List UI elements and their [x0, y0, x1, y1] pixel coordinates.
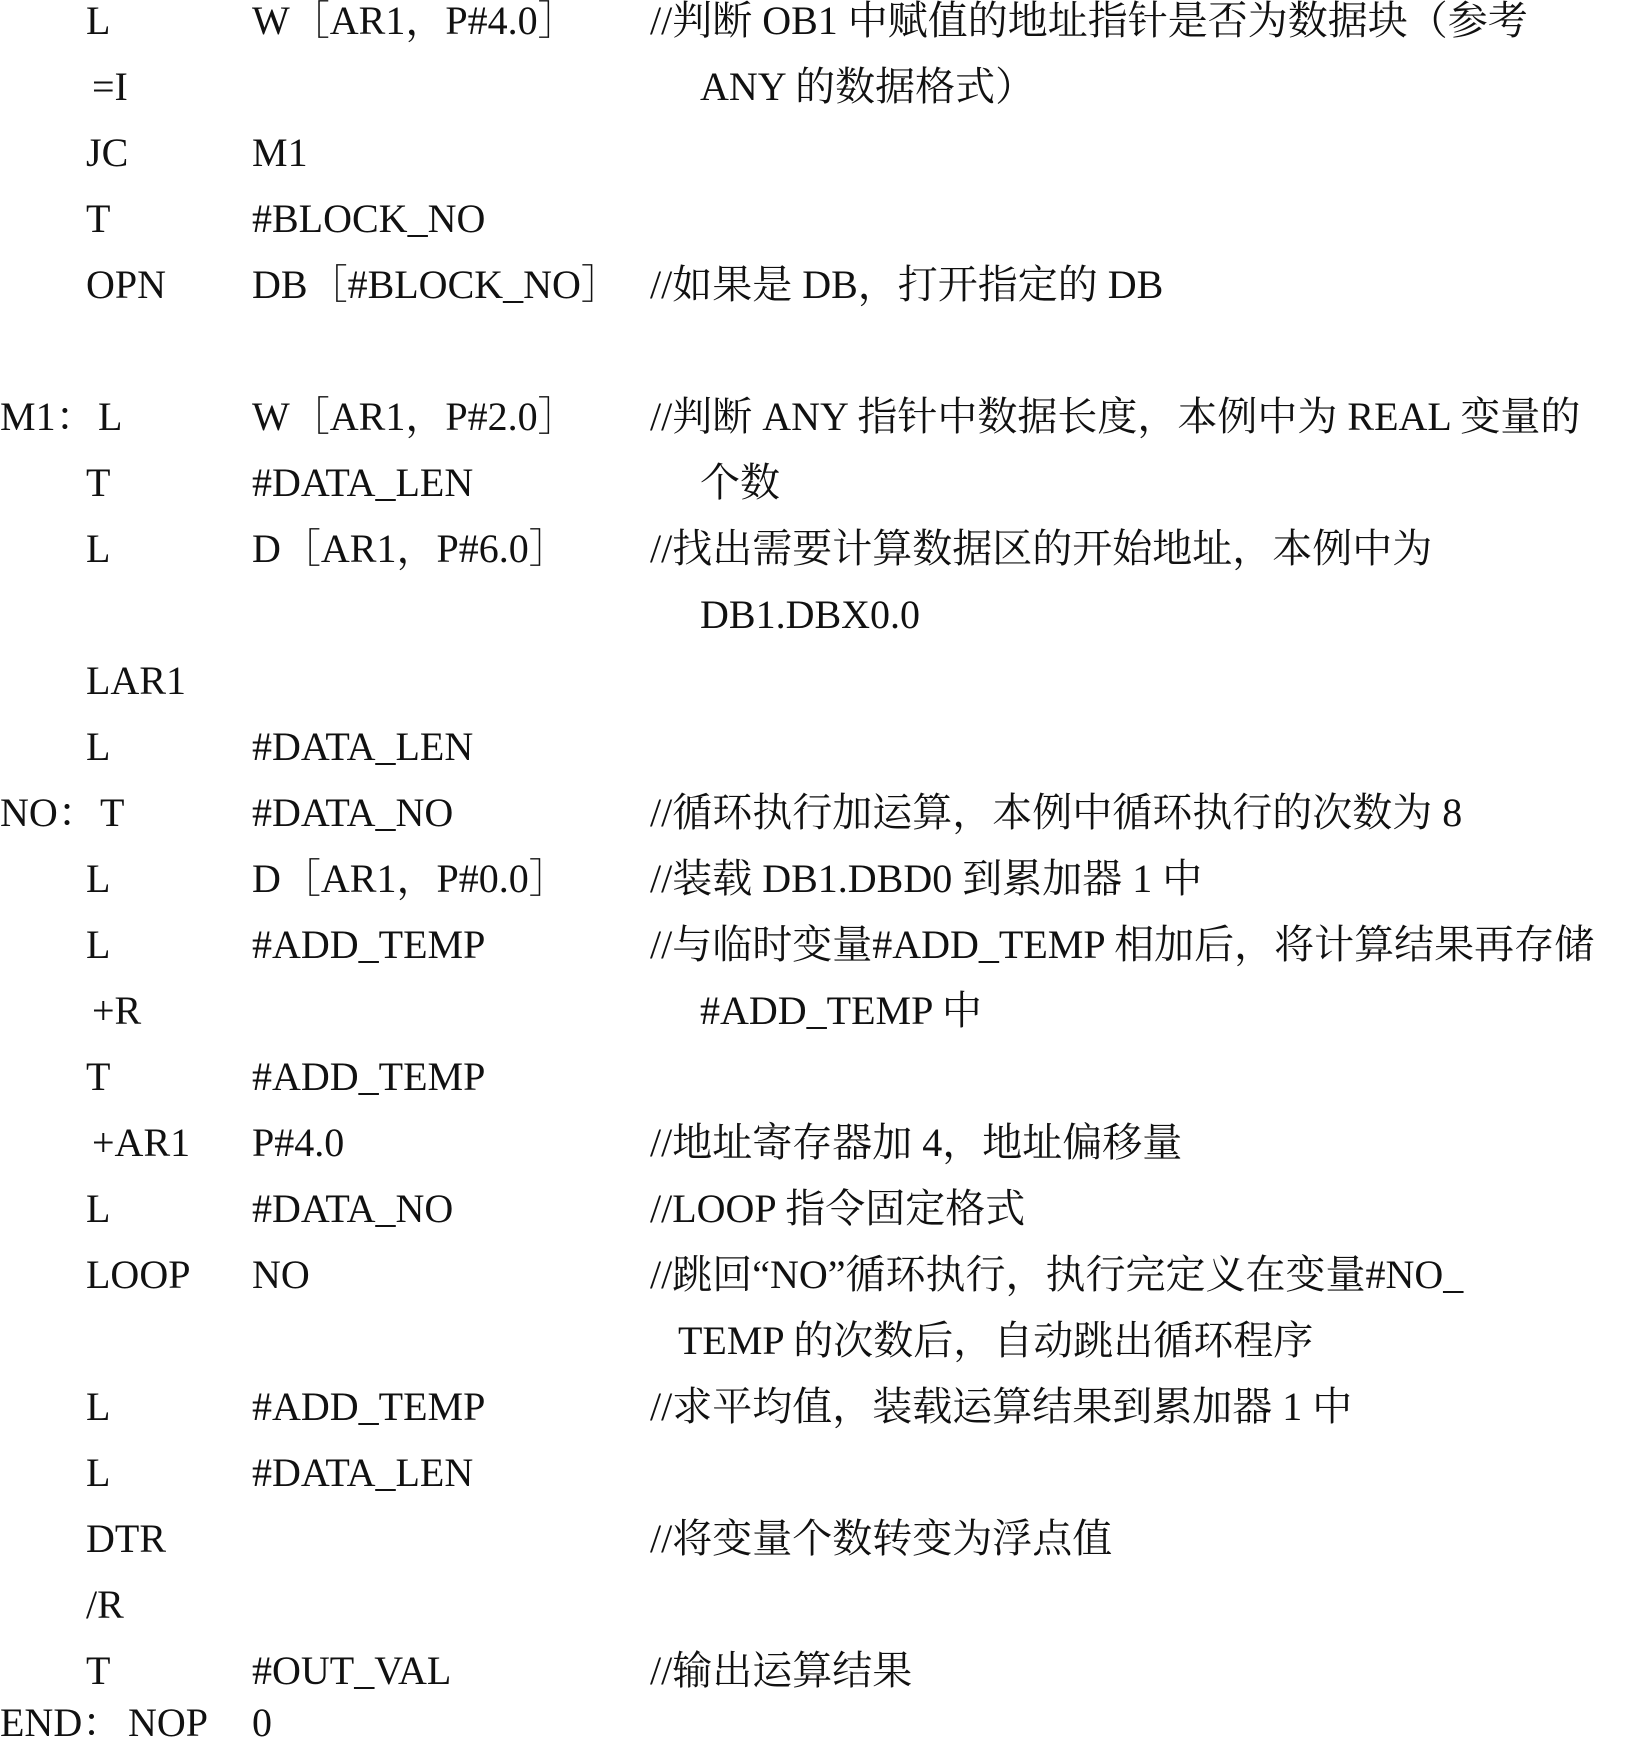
instruction-op: +R: [92, 988, 142, 1033]
line-comment: //将变量个数转变为浮点值: [650, 1516, 1113, 1561]
code-line: [0, 1440, 1650, 1506]
code-line: [0, 120, 1650, 186]
code-line: [0, 252, 1650, 318]
instruction-op: L: [86, 0, 111, 43]
instruction-operand: #DATA_LEN: [252, 460, 474, 505]
instruction-op: T: [86, 1648, 111, 1693]
instruction-operand: P#4.0: [252, 1120, 345, 1165]
line-comment: //地址寄存器加 4，地址偏移量: [650, 1120, 1183, 1165]
line-comment: //与临时变量#ADD_TEMP 相加后，将计算结果再存储: [650, 922, 1595, 967]
comment-continuation: TEMP 的次数后，自动跳出循环程序: [678, 1318, 1314, 1363]
instruction-op: L: [86, 1186, 111, 1231]
line-comment: //判断 OB1 中赋值的地址指针是否为数据块（参考: [650, 0, 1528, 43]
code-line: [0, 516, 1650, 582]
code-line: [0, 582, 1650, 648]
code-line: [0, 978, 1650, 1044]
instruction-op: JC: [86, 130, 129, 175]
code-line: [0, 912, 1650, 978]
instruction-operand: W［AR1，P#2.0］: [252, 394, 578, 439]
instruction-operand: #DATA_NO: [252, 790, 454, 835]
line-comment: //循环执行加运算，本例中循环执行的次数为 8: [650, 790, 1463, 835]
instruction-op: L: [86, 1384, 111, 1429]
comment-continuation: 个数: [700, 460, 780, 505]
line-comment: //求平均值，装载运算结果到累加器 1 中: [650, 1384, 1353, 1429]
line-comment: //判断 ANY 指针中数据长度，本例中为 REAL 变量的: [650, 394, 1581, 439]
jump-label: M1：: [0, 394, 96, 439]
code-line: [0, 846, 1650, 912]
code-line: [0, 1506, 1650, 1572]
instruction-operand: #DATA_LEN: [252, 724, 474, 769]
instruction-operand: D［AR1，P#6.0］: [252, 526, 569, 571]
instruction-op: NOP: [128, 1700, 209, 1745]
instruction-op: T: [86, 1054, 111, 1099]
instruction-operand: 0: [252, 1700, 272, 1745]
instruction-operand: #OUT_VAL: [252, 1648, 452, 1693]
instruction-op: T: [86, 196, 111, 241]
code-line: [0, 1242, 1650, 1308]
code-line: [0, 1572, 1650, 1638]
instruction-operand: #ADD_TEMP: [252, 1054, 486, 1099]
instruction-operand: NO: [252, 1252, 310, 1297]
instruction-op: T: [100, 790, 125, 835]
instruction-op: L: [86, 856, 111, 901]
code-line: [0, 1110, 1650, 1176]
instruction-operand: D［AR1，P#0.0］: [252, 856, 569, 901]
instruction-operand: #BLOCK_NO: [252, 196, 486, 241]
instruction-op: L: [86, 724, 111, 769]
instruction-op: +AR1: [92, 1120, 191, 1165]
code-line: [0, 1374, 1650, 1440]
comment-continuation: #ADD_TEMP 中: [700, 988, 982, 1033]
instruction-op: OPN: [86, 262, 167, 307]
line-comment: //找出需要计算数据区的开始地址，本例中为: [650, 526, 1433, 571]
code-line: [0, 648, 1650, 714]
instruction-operand: M1: [252, 130, 308, 175]
instruction-op: T: [86, 460, 111, 505]
instruction-op: L: [98, 394, 123, 439]
line-comment: //LOOP 指令固定格式: [650, 1186, 1026, 1231]
instruction-op: LOOP: [86, 1252, 191, 1297]
line-comment: //跳回“NO”循环执行，执行完定义在变量#NO_: [650, 1252, 1464, 1297]
jump-label: NO：: [0, 790, 98, 835]
instruction-op: L: [86, 1450, 111, 1495]
code-line: [0, 186, 1650, 252]
code-line: [0, 384, 1650, 450]
instruction-op: =I: [92, 64, 128, 109]
instruction-operand: #DATA_NO: [252, 1186, 454, 1231]
instruction-operand: #ADD_TEMP: [252, 922, 486, 967]
code-line: [0, 714, 1650, 780]
code-line: [0, 0, 1650, 54]
code-line: [0, 1044, 1650, 1110]
jump-label: END：: [0, 1700, 123, 1745]
comment-continuation: ANY 的数据格式）: [700, 64, 1036, 109]
code-line: [0, 1308, 1650, 1374]
comment-continuation: DB1.DBX0.0: [700, 592, 921, 637]
instruction-operand: W［AR1，P#4.0］: [252, 0, 578, 43]
instruction-op: DTR: [86, 1516, 166, 1561]
code-line: [0, 1690, 1650, 1756]
line-comment: //输出运算结果: [650, 1648, 913, 1693]
instruction-operand: #ADD_TEMP: [252, 1384, 486, 1429]
code-line: [0, 54, 1650, 120]
instruction-op: /R: [86, 1582, 124, 1627]
code-line: [0, 1176, 1650, 1242]
instruction-op: LAR1: [86, 658, 186, 703]
line-comment: //如果是 DB，打开指定的 DB: [650, 262, 1164, 307]
instruction-operand: #DATA_LEN: [252, 1450, 474, 1495]
instruction-op: L: [86, 922, 111, 967]
line-comment: //装载 DB1.DBD0 到累加器 1 中: [650, 856, 1203, 901]
code-line: [0, 780, 1650, 846]
instruction-op: L: [86, 526, 111, 571]
code-line: [0, 450, 1650, 516]
instruction-operand: DB［#BLOCK_NO］: [252, 262, 621, 307]
